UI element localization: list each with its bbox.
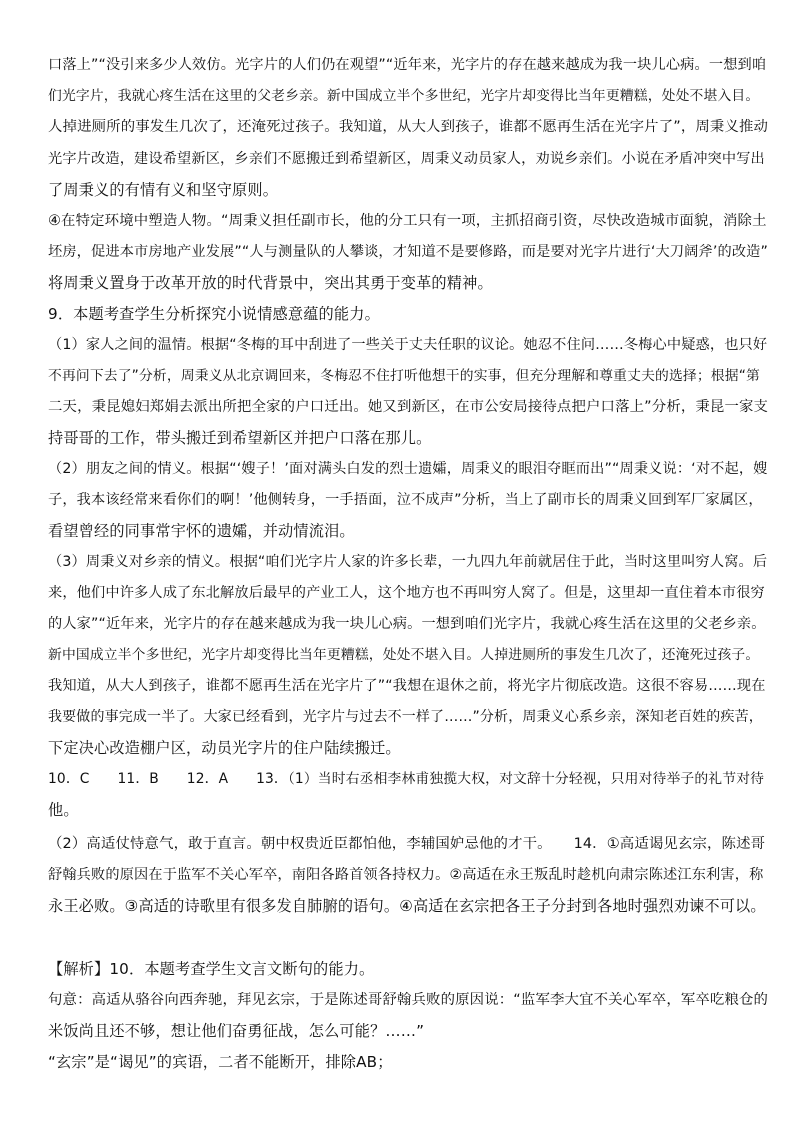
text-line: 了周秉义的有情有义和坚守原则。: [48, 181, 279, 199]
text-line: 二天，秉昆媳妇郑娟去派出所把全家的户口迁出。她又到新区，在市公安局接待点把户口落上”分析，秉昆一家支: [48, 399, 768, 415]
text-line: 他。: [48, 801, 79, 819]
text-line: 持哥哥的工作，带头搬迁到希望新区并把户口落在那儿。: [48, 429, 432, 447]
text-line: 我知道，从大人到孩子，谁都不愿再生活在光字片了”“我想在退休之前，将光字片彻底改造。这很不容易……现在: [48, 678, 766, 694]
text-line: ④在特定环境中塑造人物。“周秉义担任副市长，他的分工只有一项，主抓招商引资，尽快改造城市面貌，消除土: [48, 213, 767, 229]
text-line: （2）朋友之间的情义。根据“‘嫂子！’面对满头白发的烈士遗孀，周秉义的眼泪夺眶而出”“周秉义说：‘对不起，嫂: [48, 461, 768, 477]
text-line: 们光字片，我就心疼生活在这里的父老乡亲。新中国成立半个多世纪，光字片却变得比当年更糟糕，处处不堪入目。: [48, 88, 760, 104]
text-line: 不再问下去了”分析，周秉义从北京调回来，冬梅忍不住打听他想干的实事，但充分理解和尊重丈夫的选择；根据“第: [48, 368, 760, 384]
text-line: 坯房，促进本市房地产业发展”“人与测量队的人攀谈，才知道不是要修路，而是要对光字片进行‘大刀阔斧’的改造”: [48, 244, 768, 260]
section-heading: 9．本题考查学生分析探究小说情感意蕴的能力。: [48, 305, 380, 323]
text-line: 米饭尚且还不够，想让他们奋勇征战，怎么可能？……”: [48, 1022, 425, 1040]
text-line: 下定决心改造棚户区，动员光字片的住户陆续搬迁。: [48, 739, 401, 757]
text-line: 永王必败。③高适的诗歌里有很多发自肺腑的语句。④高适在玄宗把各王子分封到各地时强烈劝谏不可以。: [48, 897, 766, 915]
answer-line: 10．C 11．B 12．A 13．（1）当时右丞相李林甫独揽大权，对文辞十分轻视，只用对待举子的礼节对待: [48, 771, 765, 787]
text-line: 新中国成立半个多世纪，光字片却变得比当年更糟糕，处处不堪入目。人掉进厕所的事发生几次了，还淹死过孩子。: [48, 647, 760, 663]
text-line: 看望曾经的同事常宇怀的遗孀，并动情流泪。: [48, 522, 355, 540]
text-line: （1）家人之间的温情。根据“冬梅的耳中刮进了一些关于丈夫任职的议论。她忍不住问……冬梅心中疑惑，也只好: [48, 337, 768, 353]
text-line: 我要做的事完成一半了。大家已经看到，光字片与过去不一样了……”分析，周秉义心系乡亲，深知老百姓的疾苦，: [48, 709, 763, 725]
text-line: 光字片改造，建设希望新区，乡亲们不愿搬迁到希望新区，周秉义动员家人，劝说乡亲们。小说在矛盾冲突中写出: [48, 151, 765, 167]
text-line: 口落上”“没引来多少人效仿。光字片的人们仍在观望”“近年来，光字片的存在越来越成为我一块儿心病。一想到咱: [48, 57, 767, 73]
text-line: 将周秉义置身于改革开放的时代背景中，突出其勇于变革的精神。: [48, 274, 493, 292]
text-line: 子，我本该经常来看你们的啊！’他侧转身，一手捂面，泣不成声”分析，当上了副市长的周秉义回到军厂家属区，: [48, 492, 763, 508]
text-line: 句意：高适从骆谷向西奔驰，拜见玄宗，于是陈述哥舒翰兵败的原因说：“监军李大宜不关心军卒，军卒吃粮仓的: [48, 992, 768, 1008]
text-line: “玄宗”是“谒见”的宾语，二者不能断开，排除AB；: [48, 1053, 393, 1071]
text-line: 来，他们中许多人成了东北解放后最早的产业工人，这个地方也不再叫穷人窝了。但是，这里却一直住着本市很穷: [48, 585, 765, 601]
text-line: （3）周秉义对乡亲的情义。根据“咱们光字片人家的许多长辈，一九四九年前就居住于此，当时这里叫穷人窝。后: [48, 554, 768, 570]
text-line: （2）高适仗恃意气，敢于直言。朝中权贵近臣都怕他，李辅国妒忌他的才干。 14．①高适谒见玄宗，陈述哥: [48, 836, 766, 852]
text-line: 的人家”“近年来，光字片的存在越来越成为我一块儿心病。一想到咱们光字片，我就心疼生活在这里的父老乡亲。: [48, 616, 766, 632]
analysis-heading: 【解析】10．本题考查学生文言文断句的能力。: [48, 960, 375, 978]
text-line: 舒翰兵败的原因在于监军不关心军卒，南阳各路首领各持权力。②高适在永王叛乱时趁机向肃宗陈述江东利害，称: [48, 867, 764, 883]
text-line: 人掉进厕所的事发生几次了，还淹死过孩子。我知道，从大人到孩子，谁都不愿再生活在光字片了”，周秉义推动: [48, 119, 768, 135]
